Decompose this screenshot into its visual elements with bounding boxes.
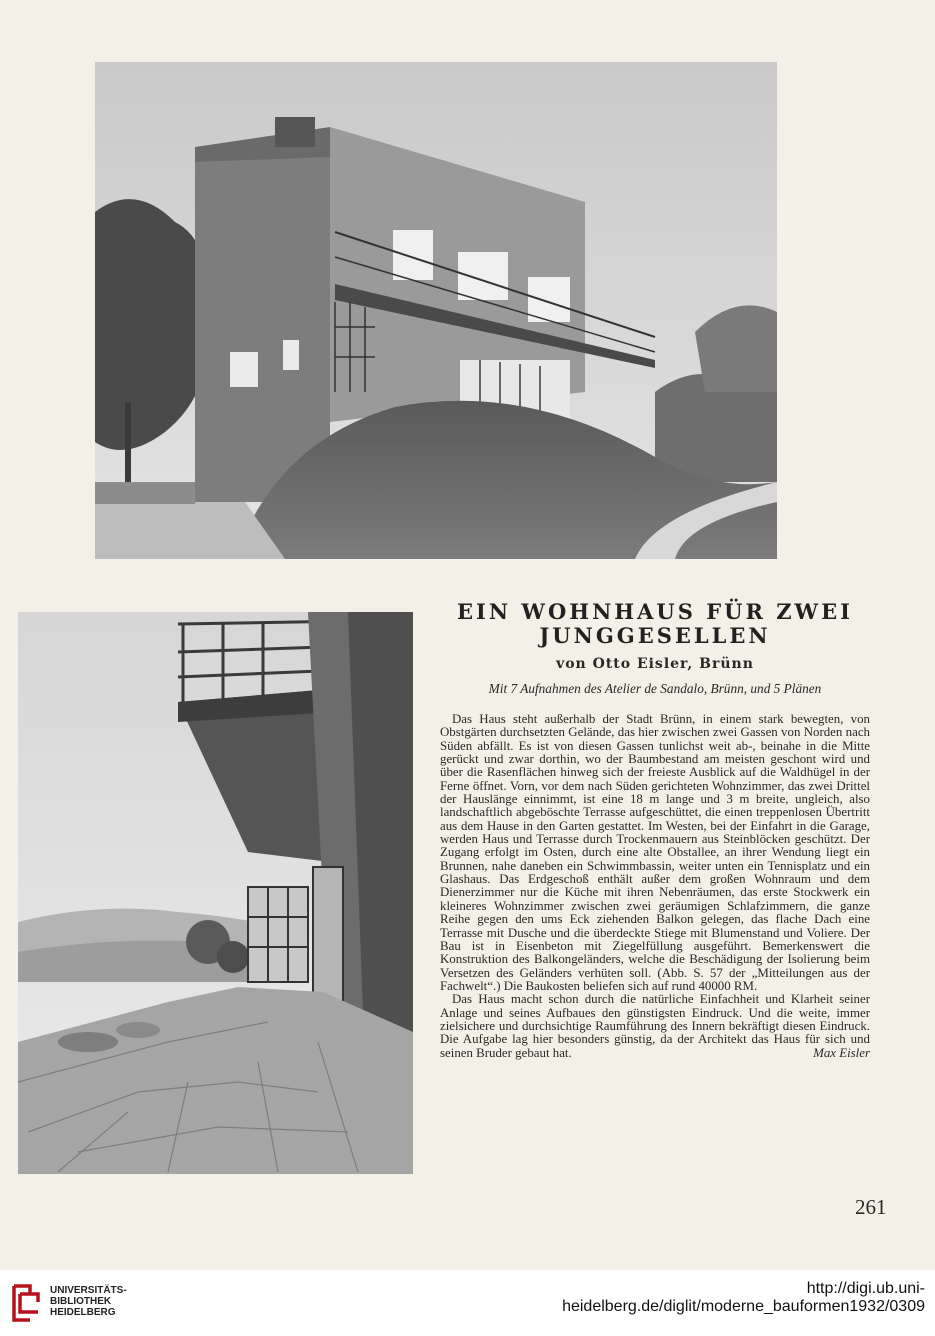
article-paragraph-2-text: Das Haus macht schon durch die natürliche Einfachheit und Klarheit seiner Anlage und seines Aufbaues den günstigsten Eindruck. Und die weite, immer zielsichere und durchsichtige Raumführung des Innern bekräftigt diesen Eindruck. Die Aufgabe lag hier besonders günstig, da der Architekt das Haus für sich und seinen Bruder gebaut hat. bbox=[440, 992, 870, 1060]
article-signature: Max Eisler bbox=[813, 1045, 870, 1060]
article-author: von Otto Eisler, Brünn bbox=[556, 656, 754, 672]
library-logo-icon bbox=[10, 1280, 44, 1330]
footer-bar bbox=[0, 1270, 935, 1336]
article-title bbox=[440, 600, 870, 648]
article-title-line2: JUNGGESELLEN bbox=[539, 623, 771, 648]
house-exterior-photo bbox=[95, 62, 777, 559]
library-name-line1: UNIVERSITÄTS- bbox=[50, 1285, 127, 1296]
library-name-line3: HEIDELBERG bbox=[50, 1307, 116, 1318]
terrace-photo bbox=[18, 612, 413, 1174]
article bbox=[440, 600, 870, 1060]
library-name-line2: BIBLIOTHEK bbox=[50, 1296, 112, 1307]
page-number: 261 bbox=[855, 1195, 887, 1219]
article-body bbox=[440, 713, 870, 1060]
article-paragraph-2 bbox=[440, 993, 870, 1060]
library-name[interactable] bbox=[50, 1285, 127, 1318]
article-title-line1: EIN WOHNHAUS FÜR ZWEI bbox=[457, 599, 853, 624]
photo-credit: Mit 7 Aufnahmen des Atelier de Sandalo, Brünn, und 5 Plänen bbox=[488, 681, 822, 696]
source-url-link[interactable]: http://digi.ub.uni-heidelberg.de/diglit/moderne_bauformen1932/0309 bbox=[562, 1280, 925, 1315]
article-paragraph-1: Das Haus steht außerhalb der Stadt Brünn, in einem stark bewegten, von Obstgärten durchsetzten Gelände, das hier zwischen zwei Gassen von Norden nach Süden abfällt. Es ist von diesen Gassen tunlichst weit ab-, beinahe in die Mitte gerückt und zwar dorthin, wo der Baumbestand am meisten geschont wird und über die Rasenflächen hinweg sich der freieste Ausblick auf die Waldhügel in der Ferne öffnet. Vorn, vor dem nach Süden gerichteten Wohnzimmer, das zwei Drittel der Hauslänge einnimmt, ist eine 18 m lange und 3 m breite, ungleich, also landschaftlich abgeböschte Terrasse aufgeschüttet, die einen treppenlosen Übertritt aus dem Hause in den Garten gestattet. Im Westen, bei der Einfahrt in die Garage, werden Haus und Terrasse durch Trockenmauern aus Steinblöcken geschützt. Der Zugang erfolgt im Osten, durch eine alte Obstallee, an ihrer Wendung liegt ein Brunnen, nahe daneben ein Schwimmbassin, weiter unten ein Tennisplatz und ein Glashaus. Das Erdgeschoß enthält außer dem großen Wohnraum und dem Dienerzimmer nur die Küche mit ihren Nebenräumen, das erste Stockwerk ein kleineres Wohnzimmer zwischen zwei geräumigen Schlafzimmern, die ganze Reihe gegen den ums Eck ziehenden Balkon gelegen, das flache Dach eine Terrasse mit Dusche und die überdeckte Stiege mit Blumenstand und Voliere. Der Bau ist in Eisenbeton mit Ziegelfüllung ausgeführt. Bemerkenswert die Konstruktion des Balkongeländers, welche die Beschädigung der Isolierung beim Versetzen des Geländers verhüten soll. (Abb. S. 57 der „Mitteilungen aus der Fachwelt“.) Die Baukosten beliefen sich auf rund 40000 RM. bbox=[440, 712, 870, 993]
